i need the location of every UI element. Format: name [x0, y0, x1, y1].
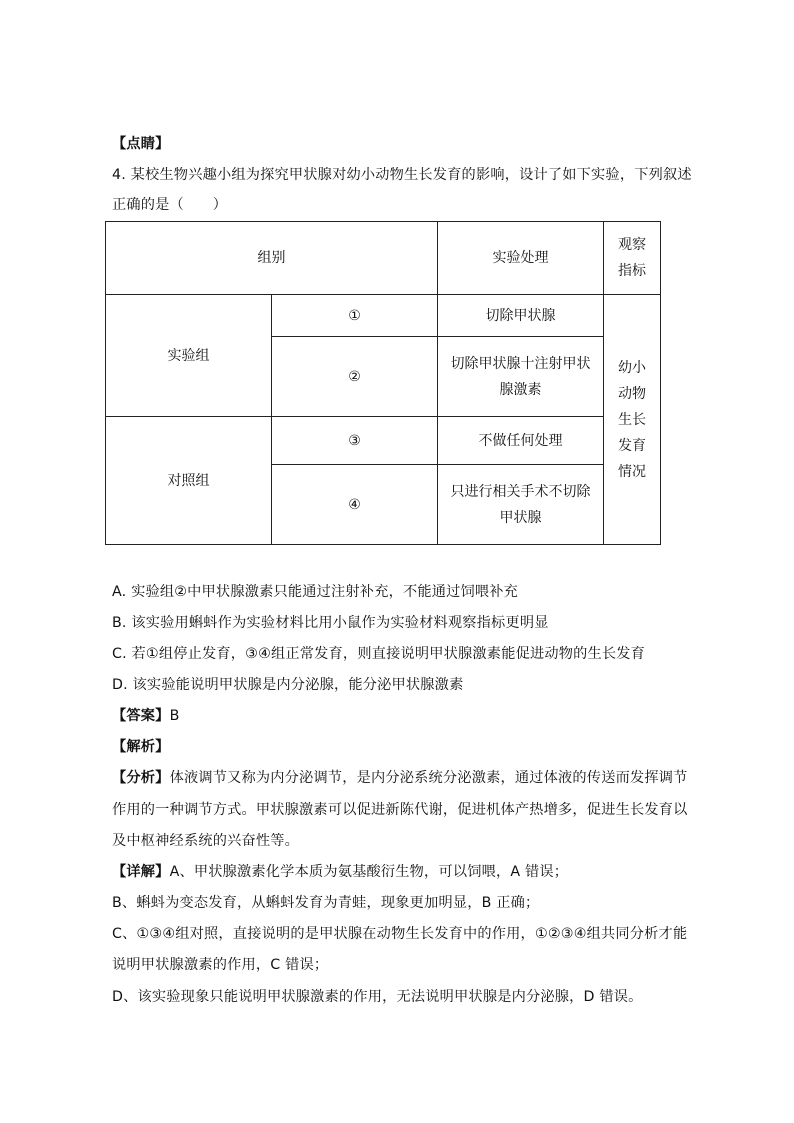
analysis-text-1: 体液调节又称为内分泌调节，是内分泌系统分泌激素，通过体液的传送而发挥调节: [169, 770, 688, 786]
analysis-line-1: [112, 768, 688, 788]
section-label: 【点睛】: [112, 136, 170, 152]
answer-line: [112, 706, 180, 726]
row-2-no: ②: [272, 337, 438, 417]
row-1-treatment: 切除甲状腺: [438, 295, 604, 337]
detail-line-5: D、该实验现象只能说明甲状腺激素的作用，无法说明甲状腺是内分泌腺，D 错误。: [112, 989, 643, 1005]
option-a: A. 实验组②中甲状腺激素只能通过注射补充，不能通过饲喂补充: [112, 584, 519, 600]
detail-line-4: 说明甲状腺激素的作用，C 错误；: [112, 957, 329, 973]
option-b: B. 该实验用蝌蚪作为实验材料比用小鼠作为实验材料观察指标更明显: [112, 615, 549, 631]
header-treatment: 实验处理: [438, 222, 604, 295]
option-c: C. 若①组停止发育，③④组正常发育，则直接说明甲状腺激素能促进动物的生长发育: [112, 646, 646, 662]
analysis-section-label: 【解析】: [112, 739, 170, 755]
detail-line-1: [112, 862, 568, 882]
analysis-line-3: 及中枢神经系统的兴奋性等。: [112, 833, 300, 849]
row-2-treatment: 切除甲状腺十注射甲状腺激素: [438, 337, 604, 417]
detail-label: 【详解】: [112, 864, 170, 880]
header-group: 组别: [106, 222, 438, 295]
row-4-treatment: 只进行相关手术不切除甲状腺: [438, 465, 604, 545]
detail-text-1: A、甲状腺激素化学本质为氨基酸衍生物，可以饲喂，A 错误；: [169, 864, 569, 880]
answer-label: 【答案】: [112, 708, 170, 724]
row-3-treatment: 不做任何处理: [438, 417, 604, 465]
row-4-no: ④: [272, 465, 438, 545]
detail-line-3: C、①③④组对照，直接说明的是甲状腺在动物生长发育中的作用，①②③④组共同分析才能: [112, 926, 688, 942]
row-3-no: ③: [272, 417, 438, 465]
experiment-table: [105, 221, 661, 545]
header-indicator: 观察指标: [604, 222, 661, 295]
detail-line-2: B、蝌蚪为变态发育，从蝌蚪发育为青蛙，现象更加明显，B 正确；: [112, 895, 540, 911]
answer-value: B: [169, 708, 180, 724]
option-d: D. 该实验能说明甲状腺是内分泌腺，能分泌甲状腺激素: [112, 677, 464, 693]
experimental-group-cell: 实验组: [106, 295, 272, 417]
question-line-2: 正确的是（ ）: [112, 197, 228, 213]
analysis-line-2: 作用的一种调节方式。甲状腺激素可以促进新陈代谢，促进机体产热增多，促进生长发育以: [112, 802, 688, 818]
question-line-1: 4. 某校生物兴趣小组为探究甲状腺对幼小动物生长发育的影响，设计了如下实验，下列叙述: [112, 167, 692, 183]
row-1-no: ①: [272, 295, 438, 337]
control-group-cell: 对照组: [106, 417, 272, 545]
indicator-cell: 幼小动物生长发育情况: [604, 295, 661, 545]
analysis-label: 【分析】: [112, 770, 170, 786]
